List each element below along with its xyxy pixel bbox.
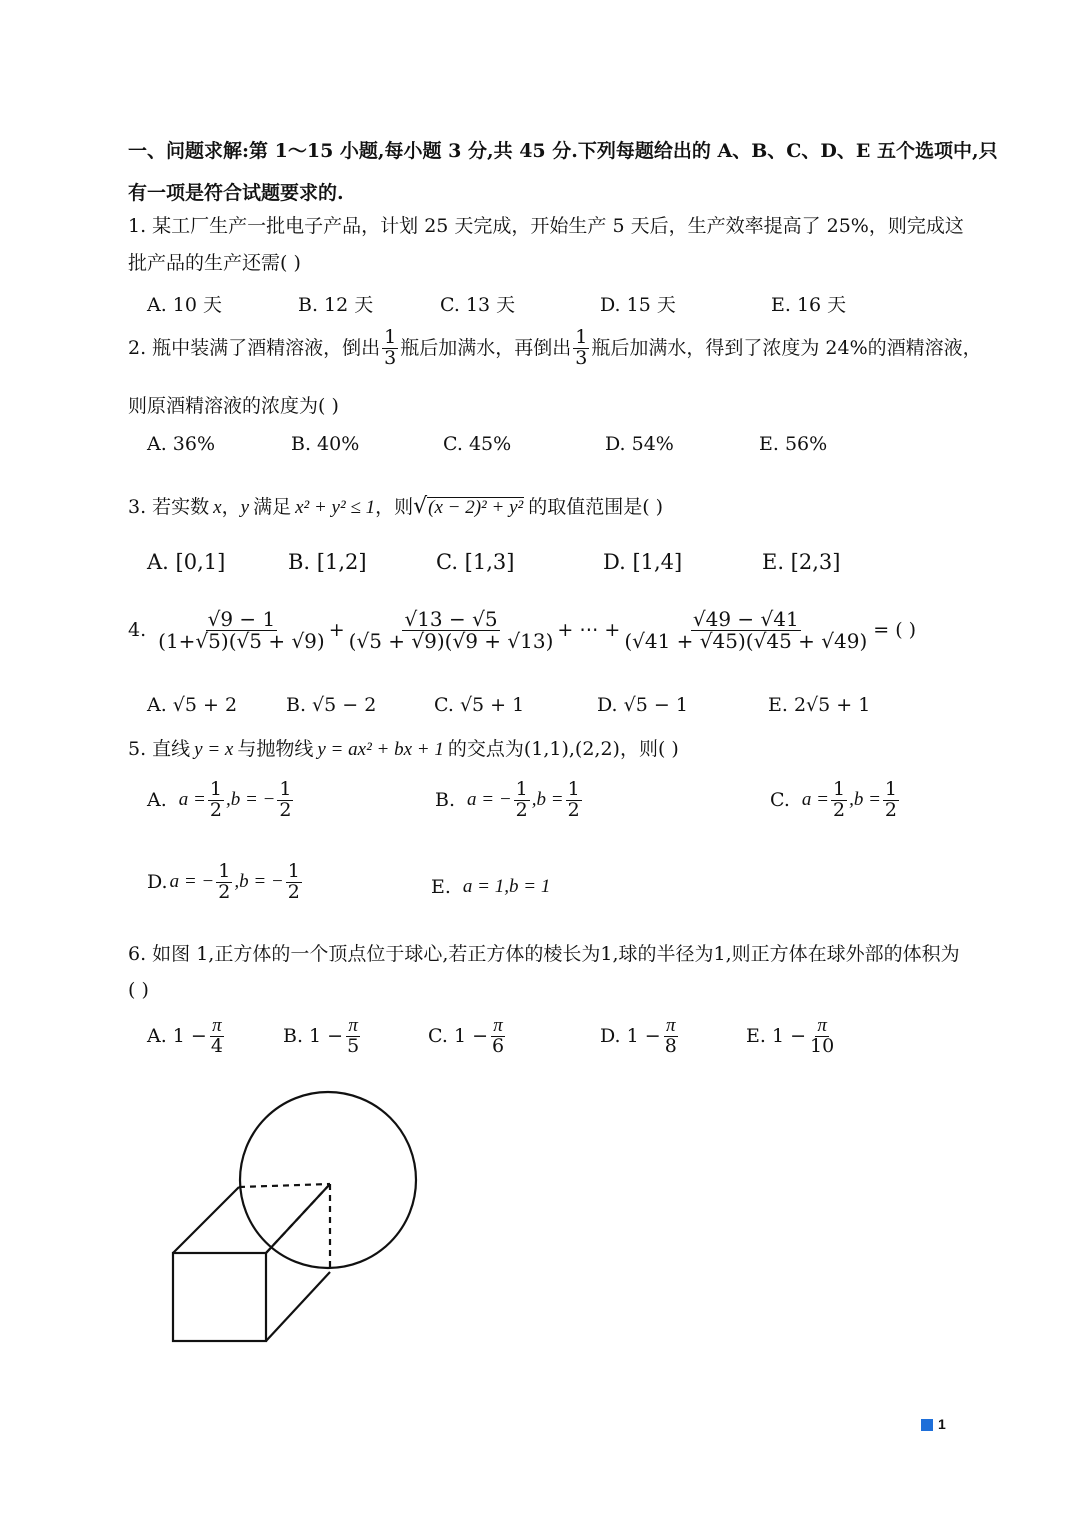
q5-option-a-a-frac <box>208 780 224 821</box>
q5-option-d-a-frac <box>216 862 232 903</box>
q5-option-c-b-den: 2 <box>884 798 897 821</box>
q4-term-3-num: √49 − √41 <box>692 606 799 631</box>
q6-option-e-num: π <box>817 1015 827 1036</box>
q1-option-c: C. 13 天 <box>440 294 516 316</box>
q5-option-c-a-den: 2 <box>832 798 846 821</box>
sphere-outline <box>240 1092 416 1268</box>
q4-term-2-den: (√5 + √9)(√9 + √13) <box>348 628 554 653</box>
q6-option-b <box>283 1016 363 1057</box>
q5-option-c-a: a = <box>801 789 829 811</box>
q6-option-a-num: π <box>212 1015 222 1036</box>
q6-option-e <box>746 1016 838 1057</box>
q5-option-c-a-frac <box>831 780 847 821</box>
q5-option-b-b: ,b = <box>531 789 564 811</box>
q5-option-c-label: C. <box>770 789 790 812</box>
q2-text-part1: 2. 瓶中装满了酒精溶液，倒出 <box>128 336 381 359</box>
q5-option-d-b-den: 2 <box>287 880 300 903</box>
q5-option-c-b: ,b = <box>849 789 881 811</box>
cube-hidden-edge-top <box>239 1184 330 1187</box>
section-header-line2: 有一项是符合试题要求的. <box>128 182 344 204</box>
q4-term-1 <box>156 606 327 653</box>
q6-stem-line2: ( ) <box>128 979 149 1001</box>
q6-option-e-label: E. 1 − <box>746 1025 806 1048</box>
q3-option-c: C. [1,3] <box>436 550 515 574</box>
q2-option-b: B. 40% <box>291 433 360 455</box>
q6-option-e-den: 10 <box>810 1034 835 1057</box>
q5-option-d-b: ,b = − <box>234 871 284 893</box>
q6-option-b-frac <box>345 1016 361 1057</box>
q4-term-3-den: (√41 + √45)(√45 + √49) <box>624 628 868 653</box>
q2-fraction-2 <box>573 328 589 369</box>
q4-option-d: D. √5 − 1 <box>597 694 688 716</box>
q2-option-c: C. 45% <box>443 433 512 455</box>
cube-front-face <box>173 1253 266 1341</box>
q1-option-b: B. 12 天 <box>298 294 374 316</box>
q5-option-b-a-frac <box>514 780 530 821</box>
q5-parabola-equation: y = ax² + bx + 1 <box>317 739 444 760</box>
q5-option-b-a-den: 2 <box>515 798 528 821</box>
q5-option-a-a: a = <box>178 789 206 811</box>
q4-option-a: A. √5 + 2 <box>147 694 238 716</box>
q4-term-2 <box>347 606 556 653</box>
q5-stem <box>128 740 679 759</box>
q6-option-d-label: D. 1 − <box>600 1025 661 1048</box>
q2-fraction-2-num: 1 <box>575 326 588 348</box>
q5-option-d-a: a = − <box>169 871 215 893</box>
q5-option-b-b-num: 1 <box>567 778 580 800</box>
q5-option-b-label: B. <box>435 789 456 812</box>
q5-text-part1: 5. 直线 <box>128 738 191 760</box>
q4-number: 4. <box>128 618 147 641</box>
q3-condition: x² + y² ≤ 1 <box>295 496 376 518</box>
q4-stem <box>128 598 916 662</box>
q3-option-e: E. [2,3] <box>762 550 841 574</box>
q2-fraction-1-num: 1 <box>384 326 397 348</box>
q3-text-part3: ，则 <box>375 495 414 518</box>
q6-option-c-den: 6 <box>492 1034 505 1057</box>
q6-option-c-label: C. 1 − <box>428 1025 488 1048</box>
cube-hidden-diagonal <box>266 1184 330 1253</box>
q6-option-a-label: A. 1 − <box>147 1025 207 1048</box>
q6-option-e-frac <box>808 1016 836 1057</box>
q3-text-part2: 满足 <box>253 495 292 518</box>
q2-option-d: D. 54% <box>605 433 674 455</box>
q6-option-b-den: 5 <box>347 1034 360 1057</box>
q3-text-part4: 的取值范围是( ) <box>528 495 664 518</box>
q6-option-d-frac <box>663 1016 679 1057</box>
q5-option-a-b-num: 1 <box>279 778 292 800</box>
q5-option-d-label: D. <box>147 871 168 894</box>
q1-option-a: A. 10 天 <box>147 294 223 316</box>
q4-tail: = ( ) <box>873 618 917 641</box>
q3-option-b: B. [1,2] <box>288 550 367 574</box>
q3-var-x: x <box>213 496 222 518</box>
q3-var-y: y <box>240 496 250 518</box>
q3-option-a: A. [0,1] <box>147 550 226 574</box>
q2-text-part3: 瓶后加满水，得到了浓度为 24%的酒精溶液， <box>591 336 982 359</box>
cube-edge-bottom-right <box>266 1272 330 1341</box>
q5-option-d-a-num: 1 <box>218 860 231 882</box>
q4-term-1-num: √9 − 1 <box>207 606 276 631</box>
q5-option-a-a-num: 1 <box>209 778 222 800</box>
q5-option-d <box>147 862 304 903</box>
q5-option-a-b-den: 2 <box>279 798 292 821</box>
q3-option-d: D. [1,4] <box>603 550 683 574</box>
q4-term-1-den: (1+√5)(√5 + √9) <box>158 628 325 653</box>
q5-option-a-b-frac <box>277 780 293 821</box>
cube-edge-top-left <box>173 1187 239 1253</box>
q1-stem-line2: 批产品的生产还需( ) <box>128 252 301 274</box>
q5-option-b-a-num: 1 <box>515 778 528 800</box>
q4-option-e: E. 2√5 + 1 <box>768 694 871 716</box>
q1-stem-line1: 1. 某工厂生产一批电子产品，计划 25 天完成，开始生产 5 天后，生产效率提高了 25%，则完成这 <box>128 215 964 237</box>
q5-option-a-label: A. <box>147 789 167 812</box>
q6-option-b-num: π <box>348 1015 358 1036</box>
q4-ellipsis: + ⋯ + <box>557 618 621 641</box>
q2-option-a: A. 36% <box>147 433 216 455</box>
q1-option-e: E. 16 天 <box>771 294 847 316</box>
q5-option-a-a-den: 2 <box>209 798 222 821</box>
q3-stem <box>128 496 663 518</box>
q6-stem-line1: 6. 如图 1,正方体的一个顶点位于球心,若正方体的棱长为1,球的半径为1,则正方体在球外部的体积为 <box>128 943 960 965</box>
q2-fraction-1 <box>382 328 398 369</box>
q2-fraction-2-den: 3 <box>575 346 588 369</box>
q5-option-e-text: a = 1,b = 1 <box>462 876 551 897</box>
q5-option-d-b-frac <box>286 862 302 903</box>
q4-term-3 <box>622 606 869 653</box>
page-number: 1 <box>938 1416 946 1432</box>
q5-option-a <box>147 780 295 821</box>
q5-option-b-b-den: 2 <box>567 798 580 821</box>
q5-option-b-a: a = − <box>467 789 512 811</box>
q6-option-a-frac <box>209 1016 225 1057</box>
q6-option-a <box>147 1016 227 1057</box>
q3-text-part1: 3. 若实数 <box>128 495 210 518</box>
q5-option-d-a-den: 2 <box>218 880 231 903</box>
q5-option-b-b-frac <box>566 780 582 821</box>
q3-sqrt-sign: √ <box>413 494 428 519</box>
q5-text-part3: 的交点为(1,1),(2,2)，则( ) <box>447 738 679 760</box>
q5-option-b <box>435 780 584 821</box>
page-mark-icon <box>921 1419 933 1431</box>
q5-option-c-a-num: 1 <box>832 778 846 800</box>
q2-text-part2: 瓶后加满水，再倒出 <box>400 336 572 359</box>
q6-option-d <box>600 1016 681 1057</box>
q5-option-a-b: ,b = − <box>225 789 276 811</box>
q2-option-e: E. 56% <box>759 433 828 455</box>
q1-option-d: D. 15 天 <box>600 294 676 316</box>
q4-term-2-num: √13 − √5 <box>404 606 498 631</box>
q6-option-a-den: 4 <box>210 1034 223 1057</box>
q5-option-e <box>431 876 550 898</box>
q5-option-c-b-num: 1 <box>884 778 897 800</box>
q5-option-e-label: E. <box>431 876 451 898</box>
q2-stem-line1 <box>128 328 982 369</box>
q5-text-part2: 与抛物线 <box>237 738 314 760</box>
q5-line-equation: y = x <box>194 739 234 760</box>
q2-stem-line2: 则原酒精溶液的浓度为( ) <box>128 395 339 417</box>
q6-option-c-num: π <box>493 1015 503 1036</box>
q4-option-c: C. √5 + 1 <box>434 694 525 716</box>
q3-sqrt-expression: (x − 2)² + y² <box>428 497 524 518</box>
q6-option-c-frac <box>490 1016 506 1057</box>
q2-fraction-1-den: 3 <box>384 346 397 369</box>
q6-option-d-den: 8 <box>664 1034 677 1057</box>
q5-option-c <box>770 780 901 821</box>
q4-plus: + <box>328 618 345 641</box>
q6-option-b-label: B. 1 − <box>283 1025 344 1048</box>
cube-sphere-figure <box>150 1090 450 1360</box>
q6-option-c <box>428 1016 508 1057</box>
q6-option-d-num: π <box>665 1015 676 1036</box>
section-header-line1: 一、问题求解:第 1～15 小题,每小题 3 分,共 45 分.下列每题给出的 A、B、C、D、E 五个选项中,只 <box>128 140 998 162</box>
q4-option-b: B. √5 − 2 <box>286 694 377 716</box>
q5-option-c-b-frac <box>883 780 899 821</box>
q3-comma: ， <box>221 495 241 518</box>
q5-option-d-b-num: 1 <box>287 860 300 882</box>
